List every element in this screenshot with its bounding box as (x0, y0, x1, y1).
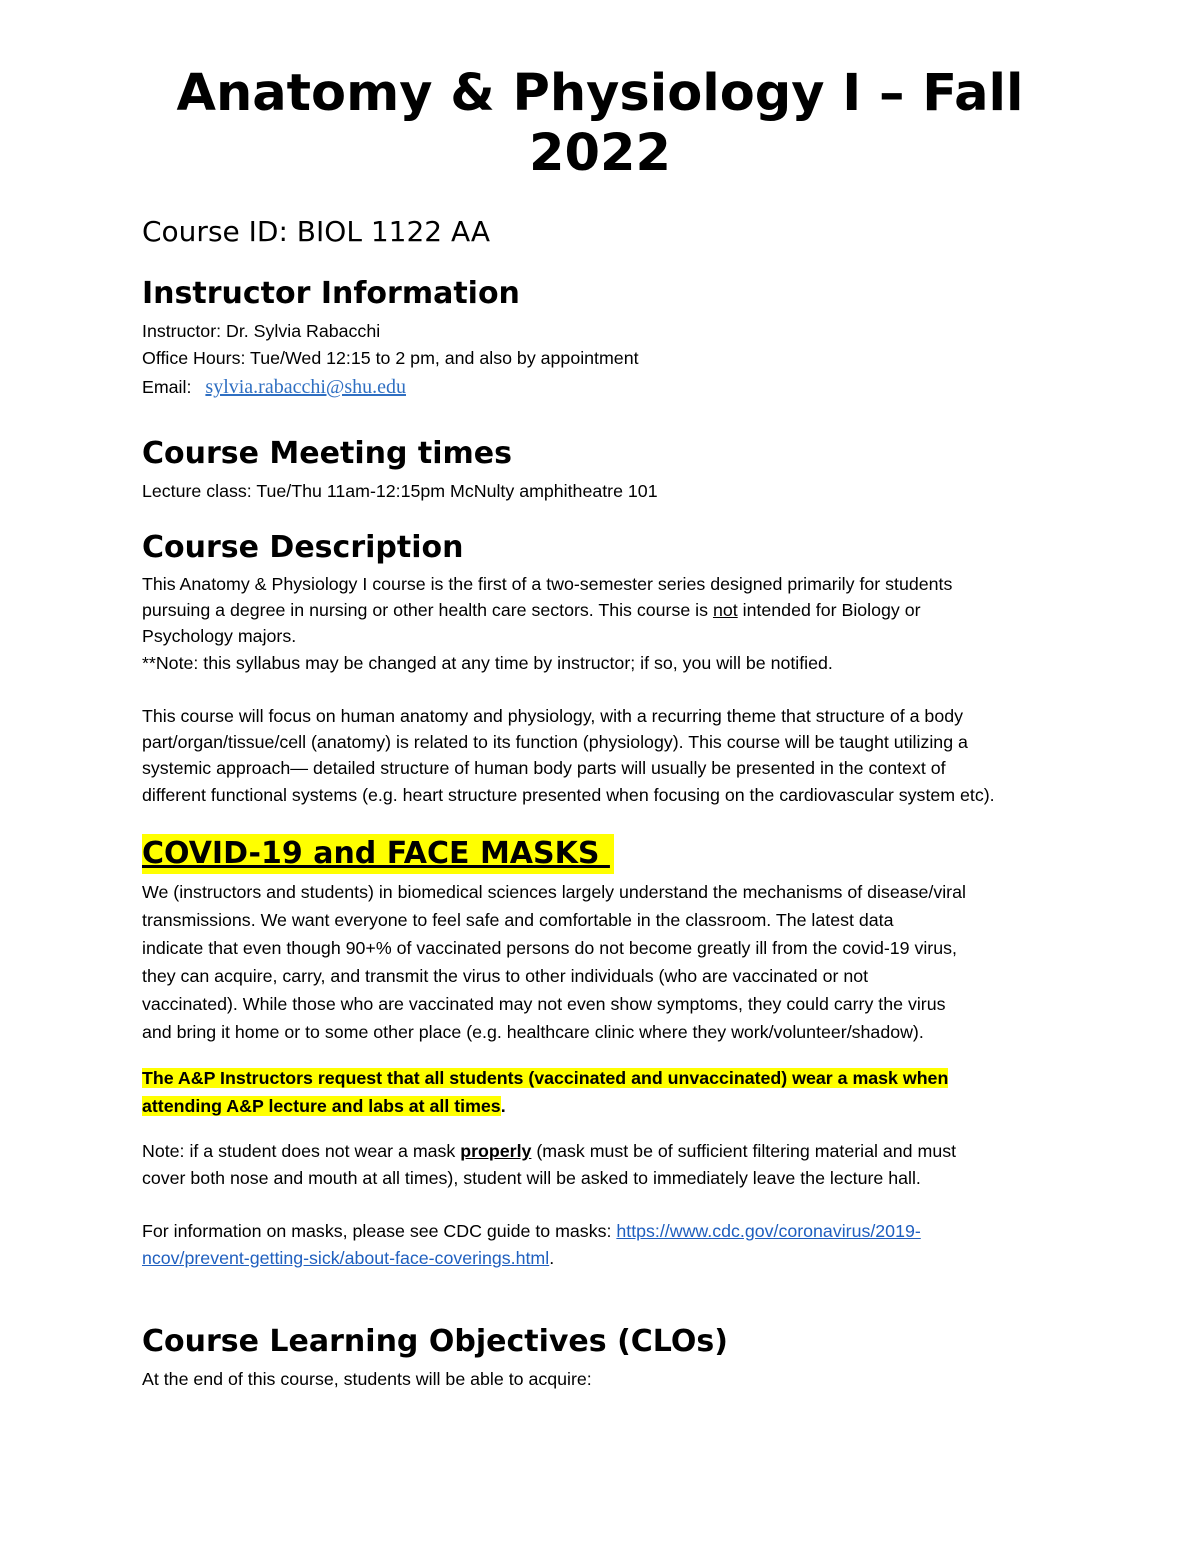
instructor-name: Instructor: Dr. Sylvia Rabacchi (142, 321, 381, 341)
instructor-heading: Instructor Information (142, 276, 520, 311)
mask-note-line: cover both nose and mouth at all times), student will be asked to immediately leave the lecture hall. (142, 1168, 921, 1188)
mask-note-line (142, 1138, 956, 1164)
text-segment: For information on masks, please see CDC guide to masks: (142, 1221, 617, 1241)
mask-request-highlight: attending A&P lecture and labs at all times (142, 1096, 501, 1116)
text-segment: Note: if a student does not wear a mask (142, 1141, 461, 1161)
not-emphasis: not (712, 600, 738, 620)
email-label: Email: (142, 377, 192, 397)
title-line-1: Anatomy & Physiology I – Fall (176, 64, 1024, 123)
description-line: This Anatomy & Physiology I course is the first of a two-semester series designed primarily for students (142, 574, 953, 594)
description-line: systemic approach— detailed structure of human body parts will usually be presented in the context of (142, 758, 946, 778)
description-line: part/organ/tissue/cell (anatomy) is related to its function (physiology). This course will be taught utilizing a (142, 732, 968, 752)
covid-heading: COVID-19 and FACE MASKS (142, 834, 614, 874)
description-line (142, 597, 921, 623)
mask-request-highlight: The A&P Instructors request that all students (vaccinated and unvaccinated) wear a mask when (142, 1068, 949, 1088)
description-line: different functional systems (e.g. heart structure presented when focusing on the cardiovascular system etc). (142, 785, 995, 805)
email-link[interactable]: sylvia.rabacchi@shu.edu (205, 376, 406, 398)
covid-line: and bring it home or to some other place (e.g. healthcare clinic where they work/volunteer/shadow). (142, 1022, 924, 1042)
email-line (142, 374, 406, 400)
meeting-heading: Course Meeting times (142, 436, 512, 471)
covid-line: transmissions. We want everyone to feel safe and comfortable in the classroom. The latest data (142, 910, 894, 930)
clos-heading: Course Learning Objectives (CLOs) (142, 1324, 728, 1359)
office-hours: Office Hours: Tue/Wed 12:15 to 2 pm, and also by appointment (142, 348, 639, 368)
covid-line: they can acquire, carry, and transmit the virus to other individuals (who are vaccinated or not (142, 966, 869, 986)
covid-line: indicate that even though 90+% of vaccinated persons do not become greatly ill from the covid-19 virus, (142, 938, 957, 958)
lecture-times: Lecture class: Tue/Thu 11am-12:15pm McNulty amphitheatre 101 (142, 481, 658, 501)
text-segment: pursuing a degree in nursing or other health care sectors. This course is (142, 600, 713, 620)
mask-request-line (142, 1093, 506, 1119)
cdc-info-line (142, 1245, 554, 1271)
description-heading: Course Description (142, 530, 464, 565)
text-segment: (mask must be of sufficient filtering material and must (531, 1141, 957, 1161)
cdc-info-line (142, 1218, 921, 1244)
covid-line: vaccinated). While those who are vaccinated may not even show symptoms, they could carry the virus (142, 994, 946, 1014)
cdc-link[interactable]: https://www.cdc.gov/coronavirus/2019- (616, 1221, 921, 1241)
properly-emphasis: properly (460, 1141, 532, 1161)
description-line: This course will focus on human anatomy and physiology, with a recurring theme that structure of a body (142, 706, 963, 726)
syllabus-note: **Note: this syllabus may be changed at any time by instructor; if so, you will be notified. (142, 653, 833, 673)
title-line-2: 2022 (529, 124, 671, 183)
course-id: Course ID: BIOL 1122 AA (142, 215, 491, 248)
covid-line: We (instructors and students) in biomedical sciences largely understand the mechanisms of disease/viral (142, 882, 966, 902)
page-title (100, 64, 1100, 184)
clos-intro: At the end of this course, students will be able to acquire: (142, 1369, 592, 1389)
mask-request-line (142, 1065, 948, 1091)
text-segment: intended for Biology or (737, 600, 921, 620)
text-segment: . (500, 1096, 506, 1116)
text-segment: . (549, 1248, 555, 1268)
description-line: Psychology majors. (142, 626, 297, 646)
cdc-link[interactable]: ncov/prevent-getting-sick/about-face-coverings.html (142, 1248, 550, 1268)
